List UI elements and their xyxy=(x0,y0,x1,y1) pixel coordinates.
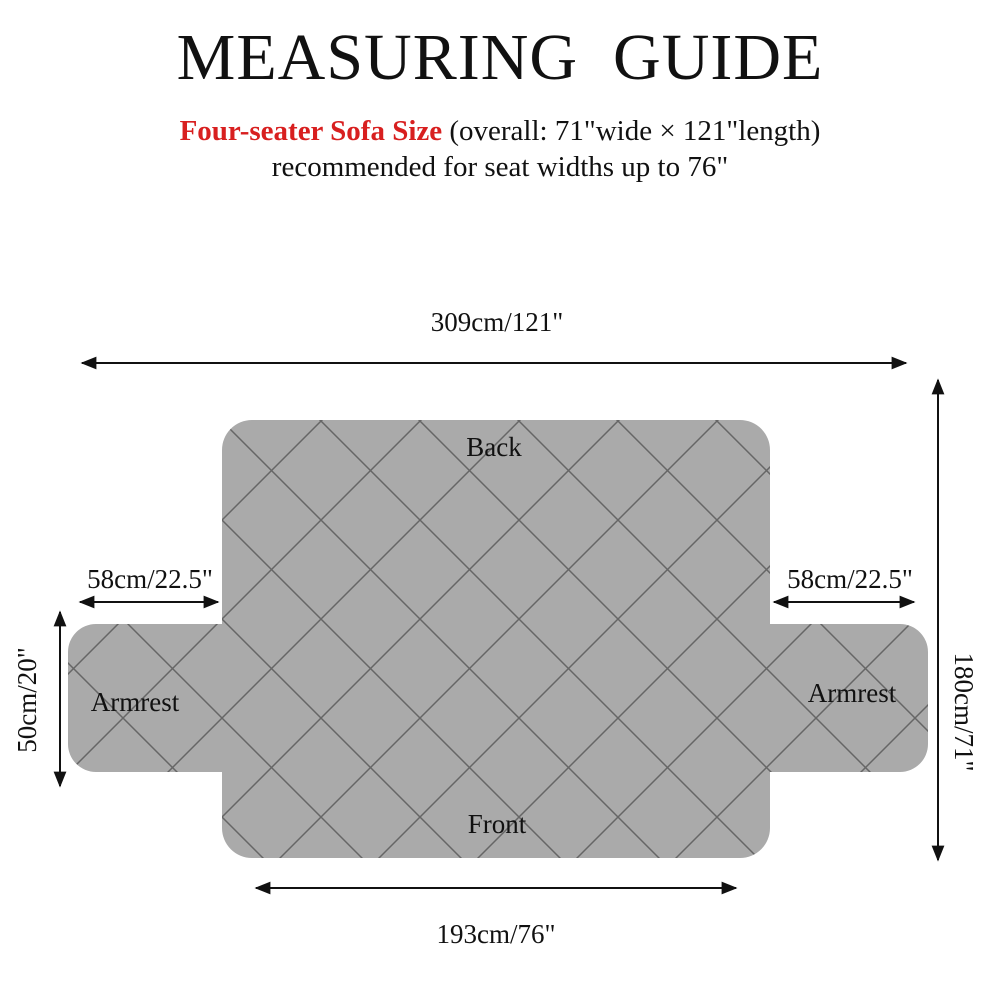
recommendation-text: recommended for seat widths up to 76" xyxy=(271,151,729,183)
back-label: Back xyxy=(466,432,522,462)
armrest-left-width-label: 58cm/22.5" xyxy=(87,564,213,594)
armrest-left-label: Armrest xyxy=(90,687,180,717)
front-label: Front xyxy=(467,809,527,839)
armrest-height-label: 50cm/20" xyxy=(12,647,42,753)
total-length-label: 309cm/121" xyxy=(430,307,564,337)
total-width-label: 180cm/71" xyxy=(949,652,979,772)
seat-width-label: 193cm/76" xyxy=(436,919,556,949)
armrest-right-width-label: 58cm/22.5" xyxy=(787,564,913,594)
page-title: MEASURING GUIDE xyxy=(176,21,824,94)
size-name-highlight: Four-seater Sofa Size xyxy=(179,115,443,147)
armrest-right-label: Armrest xyxy=(807,678,897,708)
sofa-cover-shape xyxy=(0,400,1000,880)
overall-dimensions-text: (overall: 71"wide × 121"length) xyxy=(442,115,821,147)
